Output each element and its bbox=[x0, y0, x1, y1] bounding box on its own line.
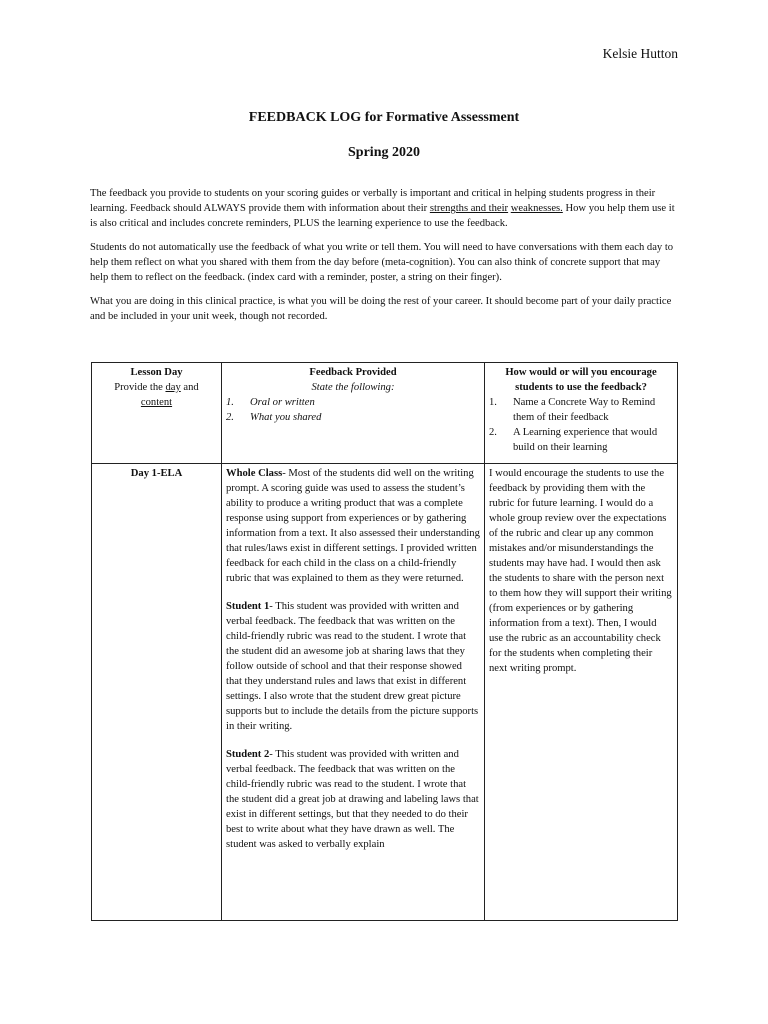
feedback-cell bbox=[222, 464, 485, 921]
header-text: Provide the bbox=[114, 382, 166, 393]
list-item bbox=[489, 425, 673, 455]
header-feedback-list bbox=[226, 395, 480, 425]
lesson-day-cell bbox=[92, 464, 222, 921]
list-text: Oral or written bbox=[250, 397, 315, 408]
header-feedback-title: Feedback Provided bbox=[309, 367, 397, 378]
strengths-underlined: strengths and their bbox=[429, 203, 509, 214]
whole-class-label: Whole Class bbox=[226, 468, 283, 479]
encourage-cell bbox=[485, 464, 678, 921]
document-subtitle: Spring 2020 bbox=[348, 145, 420, 160]
header-lesson-day-line2 bbox=[96, 380, 217, 395]
header-text: and bbox=[180, 382, 199, 393]
author-name: Kelsie Hutton bbox=[602, 46, 678, 61]
header-lesson-day-title: Lesson Day bbox=[130, 367, 183, 378]
header-lesson-day bbox=[92, 363, 222, 464]
intro-paragraph-3: What you are doing in this clinical practice, is what you will be doing the rest of your career. It should become part of your daily practice and be included in your unit week, though not recorded. bbox=[90, 296, 672, 322]
weaknesses-underlined: weaknesses. bbox=[510, 203, 563, 214]
student-2-text: - This student was provided with written and verbal feedback. The feedback that was written on the child-friendly rubric was read to the student. I wrote that the student did a great job at drawing and labeling laws that exist in different settings, but that they needed to do their best to write about what they have drawn as well. The student was asked to verbally explain bbox=[226, 749, 479, 850]
list-number: 1. bbox=[489, 397, 497, 408]
header-encourage-list bbox=[489, 395, 673, 455]
list-text: Name a Concrete Way to Remind them of their feedback bbox=[513, 397, 656, 423]
student-2-feedback bbox=[226, 747, 480, 852]
header-lesson-day-line3 bbox=[96, 395, 217, 410]
table-header-row bbox=[92, 363, 678, 464]
table-row bbox=[92, 464, 678, 921]
list-item bbox=[226, 395, 480, 410]
header-feedback-provided bbox=[222, 363, 485, 464]
list-text: What you shared bbox=[250, 412, 322, 423]
day-label: Day 1-ELA bbox=[130, 468, 183, 479]
student-2-label: Student 2 bbox=[226, 749, 270, 760]
header-content-underlined: content bbox=[140, 397, 173, 408]
student-1-feedback bbox=[226, 599, 480, 734]
student-1-label: Student 1 bbox=[226, 601, 270, 612]
list-number: 2. bbox=[226, 412, 234, 423]
list-text: A Learning experience that would build on their learning bbox=[513, 427, 658, 453]
list-number: 2. bbox=[489, 427, 497, 438]
whole-class-text: - Most of the students did well on the writing prompt. A scoring guide was used to assess the student’s ability to produce a writing product that was a complete response using support from experiences or by gathering information from a text. It also assessed their understanding that rules/laws exist in different settings. I provided written feedback for each child in the class on a child-friendly rubric that was explained to them as they were returned. bbox=[226, 468, 480, 584]
header-feedback-subtitle: State the following: bbox=[311, 382, 395, 393]
header-encourage bbox=[485, 363, 678, 464]
intro-paragraph-2: Students do not automatically use the feedback of what you write or tell them. You will need to have conversations with them each day to help them reflect on what you shared with them from the day before (meta-cognition). You can also think of concrete support that may help them to reflect on the feedback. (index card with a reminder, poster, a string on their finger). bbox=[90, 242, 674, 283]
header-encourage-title: How would or will you encourage students to use the feedback? bbox=[505, 367, 657, 393]
whole-class-feedback bbox=[226, 466, 480, 586]
feedback-log-table bbox=[91, 362, 678, 921]
intro-text: The feedback you provide to students on your scoring guides or verbally is important and critical in helping students progress in their learning. Feedback should ALWAYS provide them with information about their bbox=[90, 188, 656, 214]
document-title: FEEDBACK LOG for Formative Assessment bbox=[248, 110, 520, 125]
intro-text-end: How you help them use it is also critical and includes concrete reminders, PLUS the learning experience to use the feedback. bbox=[90, 203, 675, 229]
intro-paragraph-1 bbox=[90, 186, 680, 231]
student-1-text: - This student was provided with written and verbal feedback. The feedback that was written on the child-friendly rubric was read to the student. I wrote that the student did an awesome job at sharing laws that they follow outside of school and that their response showed that they understand rules and laws that exist in different settings. I also wrote that the student drew great picture supports but to include the details from the picture supports in their writing. bbox=[226, 601, 479, 732]
encourage-text: I would encourage the students to use the feedback by providing them with the rubric for future learning. I would do a whole group review over the expectations of the rubric and clear up any common mistakes and/or misunderstandings the students may have had. I would then ask the students to share with the person next to them how they will support their writing (from experiences or by gathering information from a text). Then, I would use the rubric as an accountability check for the students when completing their next writing prompt. bbox=[489, 468, 672, 674]
header-day-underlined: day bbox=[165, 382, 181, 393]
list-item bbox=[226, 410, 480, 425]
list-item bbox=[489, 395, 673, 425]
list-number: 1. bbox=[226, 397, 234, 408]
